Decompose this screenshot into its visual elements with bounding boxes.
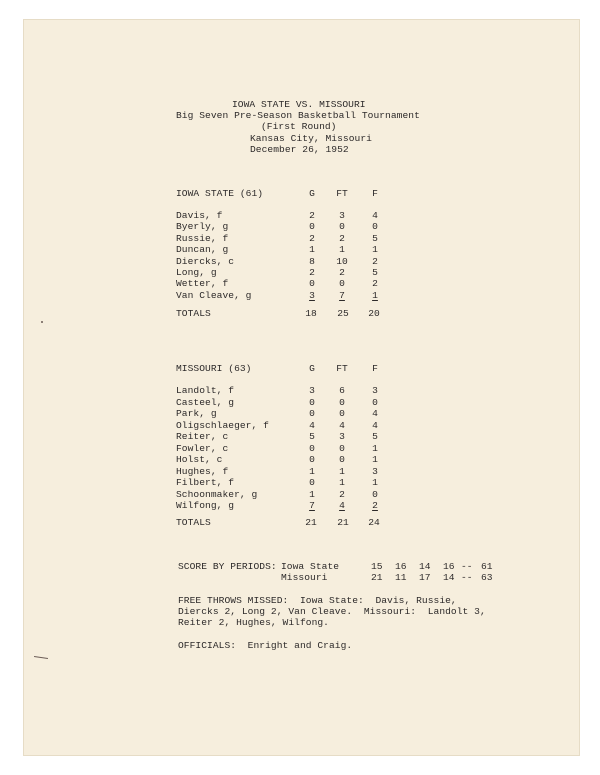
player-name: Landolt, f bbox=[176, 385, 235, 396]
player-free-throws: 4 bbox=[339, 419, 345, 431]
period-dash: -- bbox=[461, 572, 473, 583]
player-name: Casteel, g bbox=[176, 396, 235, 408]
player-field-goals: 3 bbox=[309, 289, 315, 301]
officials: OFFICIALS: Enright and Craig. bbox=[178, 640, 353, 651]
player-free-throws: 10 bbox=[336, 255, 348, 267]
player-field-goals: 0 bbox=[309, 221, 315, 233]
player-fouls: 1 bbox=[372, 244, 378, 256]
player-name: Duncan, g bbox=[176, 244, 229, 256]
player-name: Holst, c bbox=[176, 454, 223, 465]
player-free-throws: 1 bbox=[339, 244, 345, 256]
period-score: 21 bbox=[371, 572, 383, 583]
stray-pen-mark bbox=[34, 656, 48, 659]
player-fouls: 5 bbox=[372, 431, 378, 442]
col-label-g: G bbox=[309, 188, 315, 199]
player-fouls: 3 bbox=[372, 385, 378, 396]
period-score: 16 bbox=[395, 561, 407, 572]
player-fouls: 3 bbox=[372, 465, 378, 477]
player-fouls: 4 bbox=[372, 210, 378, 221]
player-field-goals: 0 bbox=[309, 454, 315, 465]
free-throws-line: Diercks 2, Long 2, Van Cleave. Missouri: Landolt 3, bbox=[178, 606, 486, 617]
player-free-throws: 7 bbox=[339, 289, 345, 301]
period-score: 15 bbox=[371, 561, 383, 572]
player-free-throws: 0 bbox=[339, 396, 345, 408]
player-free-throws: 1 bbox=[339, 465, 345, 477]
free-throws-line: Reiter 2, Hughes, Wilfong. bbox=[178, 617, 329, 628]
player-name: Oligschlaeger, f bbox=[176, 419, 269, 431]
player-name: Fowler, c bbox=[176, 442, 229, 454]
player-fouls: 1 bbox=[372, 454, 378, 465]
period-score: 14 bbox=[419, 561, 431, 572]
player-field-goals: 1 bbox=[309, 465, 315, 477]
player-field-goals: 0 bbox=[309, 477, 315, 488]
totals-g: 21 bbox=[305, 517, 317, 528]
player-free-throws: 3 bbox=[339, 431, 345, 442]
period-score: 16 bbox=[443, 561, 455, 572]
col-label-ft: FT bbox=[336, 363, 348, 374]
totals-label: TOTALS bbox=[176, 308, 211, 319]
player-free-throws: 2 bbox=[339, 488, 345, 500]
period-score: 11 bbox=[395, 572, 407, 583]
player-name: Russie, f bbox=[176, 232, 229, 244]
subtitle-round: (First Round) bbox=[261, 121, 337, 132]
player-field-goals: 2 bbox=[309, 232, 315, 244]
player-fouls: 0 bbox=[372, 221, 378, 233]
player-field-goals: 4 bbox=[309, 419, 315, 431]
totals-f: 24 bbox=[368, 517, 380, 528]
player-fouls: 4 bbox=[372, 419, 378, 431]
player-fouls: 1 bbox=[372, 477, 378, 488]
player-fouls: 0 bbox=[372, 396, 378, 408]
player-free-throws: 0 bbox=[339, 442, 345, 454]
team-heading: IOWA STATE (61) bbox=[176, 188, 264, 199]
final-score: 63 bbox=[481, 572, 493, 583]
subtitle-date: December 26, 1952 bbox=[250, 144, 349, 155]
player-fouls: 5 bbox=[372, 232, 378, 244]
player-name: Hughes, f bbox=[176, 465, 229, 477]
player-fouls: 2 bbox=[372, 500, 378, 511]
totals-f: 20 bbox=[368, 308, 380, 319]
player-free-throws: 0 bbox=[339, 221, 345, 233]
title: IOWA STATE VS. MISSOURI bbox=[232, 99, 366, 110]
player-fouls: 1 bbox=[372, 442, 378, 454]
player-fouls: 4 bbox=[372, 408, 378, 419]
player-field-goals: 0 bbox=[309, 396, 315, 408]
player-free-throws: 4 bbox=[339, 500, 345, 511]
subtitle-location: Kansas City, Missouri bbox=[250, 133, 372, 144]
col-label-g: G bbox=[309, 363, 315, 374]
totals-ft: 25 bbox=[337, 308, 349, 319]
document-page bbox=[24, 20, 579, 755]
player-field-goals: 7 bbox=[309, 500, 315, 511]
player-field-goals: 0 bbox=[309, 442, 315, 454]
player-free-throws: 1 bbox=[339, 477, 345, 488]
period-score: 14 bbox=[443, 572, 455, 583]
player-name: Wetter, f bbox=[176, 278, 229, 290]
subtitle-tournament: Big Seven Pre-Season Basketball Tournament bbox=[176, 110, 420, 121]
player-name: Park, g bbox=[176, 408, 217, 419]
team-heading: MISSOURI (63) bbox=[176, 363, 252, 374]
player-name: Diercks, c bbox=[176, 255, 235, 267]
player-field-goals: 0 bbox=[309, 278, 315, 290]
player-field-goals: 2 bbox=[309, 210, 315, 221]
period-score: 17 bbox=[419, 572, 431, 583]
player-name: Wilfong, g bbox=[176, 500, 235, 511]
stray-dot bbox=[41, 321, 43, 323]
player-free-throws: 3 bbox=[339, 210, 345, 221]
player-free-throws: 6 bbox=[339, 385, 345, 396]
player-name: Van Cleave, g bbox=[176, 289, 252, 301]
player-field-goals: 0 bbox=[309, 408, 315, 419]
col-label-f: F bbox=[372, 188, 378, 199]
player-fouls: 1 bbox=[372, 289, 378, 301]
final-score: 61 bbox=[481, 561, 493, 572]
player-name: Filbert, f bbox=[176, 477, 235, 488]
player-name: Schoonmaker, g bbox=[176, 488, 258, 500]
player-field-goals: 1 bbox=[309, 244, 315, 256]
player-free-throws: 0 bbox=[339, 454, 345, 465]
player-free-throws: 2 bbox=[339, 267, 345, 278]
player-name: Byerly, g bbox=[176, 221, 229, 233]
player-free-throws: 2 bbox=[339, 232, 345, 244]
col-label-f: F bbox=[372, 363, 378, 374]
free-throws-line: FREE THROWS MISSED: Iowa State: Davis, Russie, bbox=[178, 595, 457, 606]
period-team-name: Iowa State bbox=[281, 561, 340, 572]
player-name: Long, g bbox=[176, 267, 217, 278]
player-fouls: 0 bbox=[372, 488, 378, 500]
player-field-goals: 5 bbox=[309, 431, 315, 442]
player-fouls: 2 bbox=[372, 278, 378, 290]
totals-g: 18 bbox=[305, 308, 317, 319]
player-field-goals: 1 bbox=[309, 488, 315, 500]
score-by-periods-label: SCORE BY PERIODS: bbox=[178, 561, 277, 572]
player-free-throws: 0 bbox=[339, 408, 345, 419]
player-fouls: 2 bbox=[372, 255, 378, 267]
player-field-goals: 8 bbox=[309, 255, 315, 267]
player-free-throws: 0 bbox=[339, 278, 345, 290]
player-name: Davis, f bbox=[176, 210, 223, 221]
totals-label: TOTALS bbox=[176, 517, 211, 528]
col-label-ft: FT bbox=[336, 188, 348, 199]
player-field-goals: 3 bbox=[309, 385, 315, 396]
period-team-name: Missouri bbox=[281, 572, 328, 583]
totals-ft: 21 bbox=[337, 517, 349, 528]
period-dash: -- bbox=[461, 561, 473, 572]
player-field-goals: 2 bbox=[309, 267, 315, 278]
player-name: Reiter, c bbox=[176, 431, 229, 442]
player-fouls: 5 bbox=[372, 267, 378, 278]
